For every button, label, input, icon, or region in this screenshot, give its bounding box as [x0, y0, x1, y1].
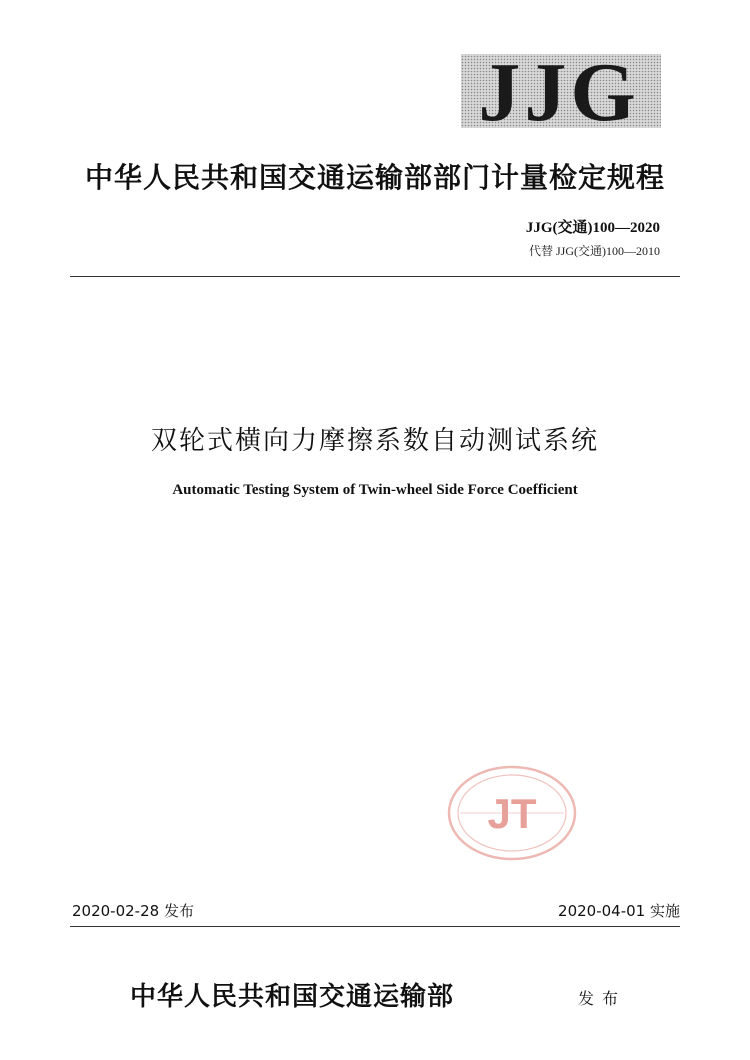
implementation-date: 2020-04-01 实施	[558, 902, 680, 920]
top-divider	[70, 276, 680, 277]
document-title-en: Automatic Testing System of Twin-wheel Side Force Coefficient	[172, 482, 578, 498]
publisher-name: 中华人民共和国交通运输部	[130, 982, 455, 1012]
bottom-divider	[70, 926, 680, 927]
document-title-cn: 双轮式横向力摩擦系数自动测试系统	[150, 426, 599, 456]
replaces-standard: 代替 JJG(交通)100—2010	[529, 244, 660, 258]
publish-label: 发布	[578, 989, 627, 1008]
logo-text: JJG	[478, 52, 640, 130]
organization-title: 中华人民共和国交通运输部部门计量检定规程	[84, 161, 665, 194]
issue-date: 2020-02-28 发布	[72, 902, 194, 920]
stamp-text: JT	[487, 790, 537, 837]
jjg-logo	[455, 52, 663, 130]
jt-stamp	[446, 764, 578, 862]
standard-number: JJG(交通)100—2020	[525, 220, 660, 236]
